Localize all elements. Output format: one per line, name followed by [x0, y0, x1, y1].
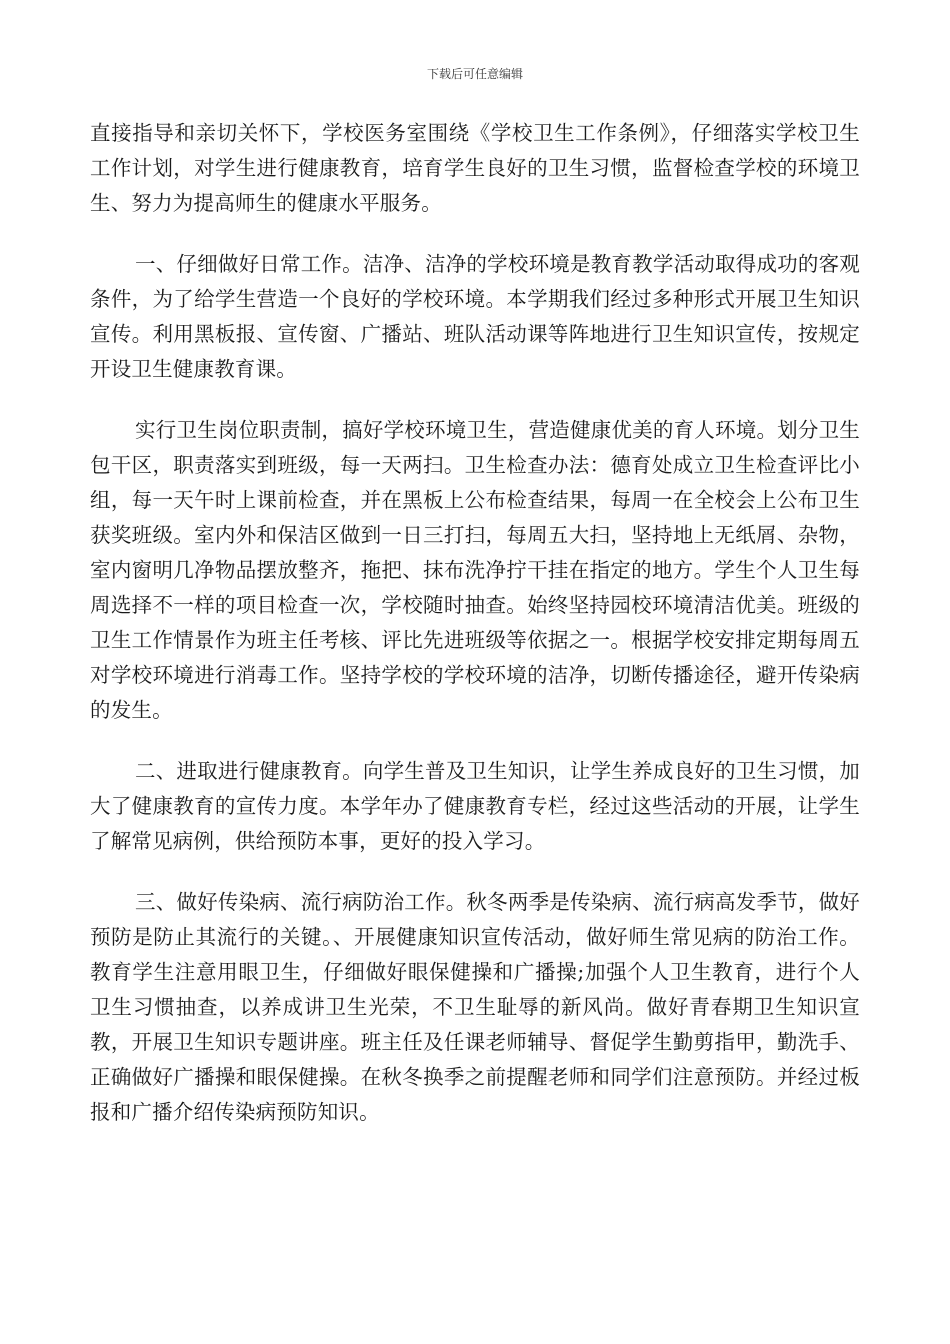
paragraph-responsibility: 实行卫生岗位职责制，搞好学校环境卫生，营造健康优美的育人环境。划分卫生包干区，职责落实到班级，每一天两扫。卫生检查办法：德育处成立卫生检查评比小组，每一天午时上课前检查，并在黑板上公布检查结果，每周一在全校会上公布卫生获奖班级。室内外和保洁区做到一日三打扫，每周五大扫，坚持地上无纸屑、杂物，室内窗明几净物品摆放整齐，拖把、抹布洗净拧干挂在指定的地方。学生个人卫生每周选择不一样的项目检查一次，学校随时抽查。始终坚持园校环境清洁优美。班级的卫生工作情景作为班主任考核、评比先进班级等依据之一。根据学校安排定期每周五对学校环境进行消毒工作。坚持学校的学校环境的洁净，切断传播途径，避开传染病的发生。 — [90, 418, 860, 722]
paragraph-intro: 直接指导和亲切关怀下，学校医务室围绕《学校卫生工作条例》，仔细落实学校卫生工作计划，对学生进行健康教育，培育学生良好的卫生习惯，监督检查学校的环境卫生、努力为提高师生的健康水平服务。 — [90, 121, 860, 215]
paragraph-section-two: 二、进取进行健康教育。向学生普及卫生知识，让学生养成良好的卫生习惯，加大了健康教育的宣传力度。本学年办了健康教育专栏，经过这些活动的开展，让学生了解常见病例，供给预防本事，更好的投入学习。 — [90, 759, 860, 853]
paragraph-section-three: 三、做好传染病、流行病防治工作。秋冬两季是传染病、流行病高发季节，做好预防是防止其流行的关键。、开展健康知识宣传活动，做好师生常见病的防治工作。教育学生注意用眼卫生，仔细做好眼保健操和广播操;加强个人卫生教育，进行个人卫生习惯抽查，以养成讲卫生光荣，不卫生耻辱的新风尚。做好青春期卫生知识宣教，开展卫生知识专题讲座。班主任及任课老师辅导、督促学生勤剪指甲，勤洗手、正确做好广播操和眼保健操。在秋冬换季之前提醒老师和同学们注意预防。并经过板报和广播介绍传染病预防知识。 — [90, 890, 860, 1124]
paragraph-section-one: 一、仔细做好日常工作。洁净、洁净的学校环境是教育教学活动取得成功的客观条件，为了给学生营造一个良好的学校环境。本学期我们经过多种形式开展卫生知识宣传。利用黑板报、宣传窗、广播站、班队活动课等阵地进行卫生知识宣传，按规定开设卫生健康教育课。 — [90, 252, 860, 381]
page-header-note: 下载后可任意编辑 — [426, 67, 523, 81]
document-body — [90, 116, 860, 1156]
